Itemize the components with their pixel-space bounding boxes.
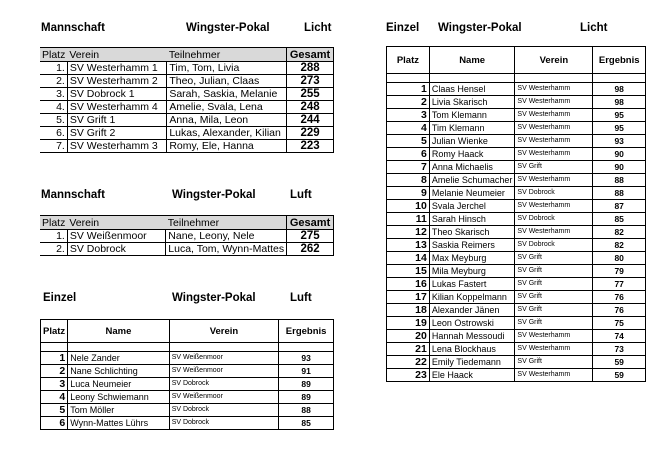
m2-header-row — [40, 216, 334, 230]
ergebnis-cell: 89 — [279, 391, 334, 404]
table-row — [41, 391, 334, 404]
m1-col-teilnehmer: Teilnehmer — [167, 48, 287, 62]
table-row — [387, 96, 646, 109]
platz-cell: 20 — [387, 330, 430, 343]
teilnehmer-cell: Lukas, Alexander, Kilian — [167, 127, 287, 140]
ergebnis-cell: 88 — [593, 187, 646, 200]
m2-col-platz: Platz — [42, 216, 66, 229]
table-row — [41, 404, 334, 417]
e2-body — [387, 74, 646, 382]
ergebnis-cell: 59 — [593, 356, 646, 369]
e2-competition: Wingster-Pokal — [438, 22, 522, 34]
e1-competition: Wingster-Pokal — [172, 292, 256, 304]
platz-cell: 12 — [387, 226, 430, 239]
ergebnis-cell: 98 — [593, 83, 646, 96]
platz-cell: 21 — [387, 343, 430, 356]
table-row — [41, 352, 334, 365]
table-row — [40, 243, 334, 256]
verein-cell: SV Grift — [515, 252, 593, 265]
platz-cell: 6. — [40, 127, 67, 140]
teilnehmer-cell: Luca, Tom, Wynn-Mattes — [166, 243, 287, 256]
platz-cell: 17 — [387, 291, 430, 304]
verein-cell: SV Dobrock — [169, 417, 279, 430]
verein-cell: SV Weißenmoor — [67, 230, 165, 243]
name-cell: Lukas Fastert — [429, 278, 515, 291]
verein-cell: SV Weißenmoor — [169, 352, 279, 365]
e1-header-row — [41, 320, 334, 343]
ergebnis-cell: 93 — [593, 135, 646, 148]
e2-table — [386, 46, 646, 382]
platz-cell: 4 — [41, 391, 68, 404]
ergebnis-cell: 90 — [593, 161, 646, 174]
verein-cell: SV Westerhamm — [515, 122, 593, 135]
ergebnis-cell: 87 — [593, 200, 646, 213]
table-row — [387, 213, 646, 226]
verein-cell: SV Westerhamm 4 — [67, 101, 167, 114]
ergebnis-cell: 98 — [593, 96, 646, 109]
spacer-cell — [593, 74, 646, 83]
verein-cell: SV Grift — [515, 291, 593, 304]
teilnehmer-cell: Nane, Leony, Nele — [166, 230, 287, 243]
platz-cell: 14 — [387, 252, 430, 265]
ergebnis-cell: 95 — [593, 122, 646, 135]
name-cell: Lena Blockhaus — [429, 343, 515, 356]
gesamt-cell: 262 — [287, 243, 334, 256]
table-row — [387, 369, 646, 382]
platz-cell: 6 — [41, 417, 68, 430]
table-row — [387, 278, 646, 291]
name-cell: Theo Skarisch — [429, 226, 515, 239]
spacer-cell — [169, 343, 279, 352]
verein-cell: SV Dobrock — [169, 378, 279, 391]
verein-cell: SV Westerhamm 1 — [67, 62, 167, 75]
m2-body — [40, 230, 334, 256]
platz-cell: 11 — [387, 213, 430, 226]
name-cell: Kilian Koppelmann — [429, 291, 515, 304]
m2-col-verein: Verein — [67, 216, 165, 230]
platz-cell: 1 — [41, 352, 68, 365]
gesamt-cell: 255 — [287, 88, 334, 101]
m2-title: Mannschaft — [41, 189, 105, 201]
gesamt-cell: 288 — [287, 62, 334, 75]
platz-cell: 9 — [387, 187, 430, 200]
m2-table — [40, 215, 334, 256]
table-row — [387, 148, 646, 161]
e1-title: Einzel — [43, 292, 77, 304]
ergebnis-cell: 85 — [593, 213, 646, 226]
verein-cell: SV Westerhamm — [515, 96, 593, 109]
ergebnis-cell: 82 — [593, 239, 646, 252]
name-cell: Max Meyburg — [429, 252, 515, 265]
name-cell: Nane Schlichting — [68, 365, 170, 378]
gesamt-cell: 244 — [287, 114, 334, 127]
table-row — [387, 122, 646, 135]
m1-competition: Wingster-Pokal — [186, 22, 270, 34]
verein-cell: SV Dobrock — [515, 239, 593, 252]
name-cell: Saskia Reimers — [429, 239, 515, 252]
verein-cell: SV Westerhamm — [515, 343, 593, 356]
platz-cell: 22 — [387, 356, 430, 369]
verein-cell: SV Grift — [515, 278, 593, 291]
spacer-cell — [279, 343, 334, 352]
verein-cell: SV Dobrock — [169, 404, 279, 417]
name-cell: Leony Schwiemann — [68, 391, 170, 404]
spacer-cell — [515, 74, 593, 83]
name-cell: Melanie Neumeier — [429, 187, 515, 200]
table-row — [387, 161, 646, 174]
e1-col-verein: Verein — [169, 320, 279, 343]
platz-cell: 2. — [40, 75, 67, 88]
m1-header-row — [40, 48, 334, 62]
name-cell: Ele Haack — [429, 369, 515, 382]
m2-competition: Wingster-Pokal — [172, 189, 256, 201]
verein-cell: SV Grift — [515, 161, 593, 174]
table-row — [387, 330, 646, 343]
platz-cell: 5. — [40, 114, 67, 127]
verein-cell: SV Westerhamm — [515, 135, 593, 148]
e1-table — [40, 319, 334, 430]
platz-cell: 1 — [387, 83, 430, 96]
spacer-cell — [68, 343, 170, 352]
table-row — [387, 291, 646, 304]
name-cell: Julian Wienke — [429, 135, 515, 148]
verein-cell: SV Westerhamm — [515, 200, 593, 213]
platz-cell: 10 — [387, 200, 430, 213]
platz-cell: 8 — [387, 174, 430, 187]
table-row — [387, 187, 646, 200]
e1-col-name: Name — [68, 320, 170, 343]
platz-cell: 4 — [387, 122, 430, 135]
name-cell: Nele Zander — [68, 352, 170, 365]
gesamt-cell: 229 — [287, 127, 334, 140]
ergebnis-cell: 76 — [593, 304, 646, 317]
m1-col-gesamt: Gesamt — [287, 48, 334, 62]
platz-cell: 1. — [40, 62, 67, 75]
gesamt-cell: 275 — [287, 230, 334, 243]
platz-cell: 3. — [40, 88, 67, 101]
platz-cell: 2 — [387, 96, 430, 109]
spacer-row — [41, 343, 334, 352]
name-cell: Svala Jerchel — [429, 200, 515, 213]
name-cell: Romy Haack — [429, 148, 515, 161]
verein-cell: SV Grift — [515, 304, 593, 317]
table-row — [387, 109, 646, 122]
spacer-cell — [41, 343, 68, 352]
e2-category: Licht — [580, 22, 608, 34]
spacer-cell — [429, 74, 515, 83]
name-cell: Tom Möller — [68, 404, 170, 417]
table-row — [40, 75, 334, 88]
verein-cell: SV Grift 1 — [67, 114, 167, 127]
ergebnis-cell: 93 — [279, 352, 334, 365]
e1-category: Luft — [290, 292, 312, 304]
name-cell: Sarah Hinsch — [429, 213, 515, 226]
platz-cell: 1. — [40, 230, 67, 243]
name-cell: Emily Tiedemann — [429, 356, 515, 369]
table-row — [387, 226, 646, 239]
e2-col-name: Name — [429, 47, 515, 74]
name-cell: Wynn-Mattes Lührs — [68, 417, 170, 430]
verein-cell: SV Westerhamm — [515, 83, 593, 96]
verein-cell: SV Grift 2 — [67, 127, 167, 140]
table-row — [40, 62, 334, 75]
e2-col-verein: Verein — [515, 47, 593, 74]
teilnehmer-cell: Tim, Tom, Livia — [167, 62, 287, 75]
ergebnis-cell: 91 — [279, 365, 334, 378]
ergebnis-cell: 75 — [593, 317, 646, 330]
e1-col-platz: Platz — [41, 320, 68, 343]
ergebnis-cell: 59 — [593, 369, 646, 382]
verein-cell: SV Westerhamm — [515, 174, 593, 187]
name-cell: Tom Klemann — [429, 109, 515, 122]
name-cell: Tim Klemann — [429, 122, 515, 135]
verein-cell: SV Weißenmoor — [169, 365, 279, 378]
table-row — [387, 252, 646, 265]
verein-cell: SV Westerhamm — [515, 148, 593, 161]
gesamt-cell: 248 — [287, 101, 334, 114]
platz-cell: 15 — [387, 265, 430, 278]
m1-category: Licht — [304, 22, 332, 34]
platz-cell: 3 — [387, 109, 430, 122]
platz-cell: 13 — [387, 239, 430, 252]
ergebnis-cell: 88 — [279, 404, 334, 417]
verein-cell: SV Westerhamm — [515, 109, 593, 122]
gesamt-cell: 273 — [287, 75, 334, 88]
verein-cell: SV Westerhamm — [515, 369, 593, 382]
verein-cell: SV Westerhamm — [515, 330, 593, 343]
name-cell: Mila Meyburg — [429, 265, 515, 278]
teilnehmer-cell: Sarah, Saskia, Melanie — [167, 88, 287, 101]
platz-cell: 2. — [40, 243, 67, 256]
ergebnis-cell: 76 — [593, 291, 646, 304]
teilnehmer-cell: Anna, Mila, Leon — [167, 114, 287, 127]
table-row — [387, 343, 646, 356]
table-row — [40, 114, 334, 127]
ergebnis-cell: 85 — [279, 417, 334, 430]
verein-cell: SV Dobrock — [515, 187, 593, 200]
ergebnis-cell: 79 — [593, 265, 646, 278]
ergebnis-cell: 77 — [593, 278, 646, 291]
platz-cell: 5 — [41, 404, 68, 417]
ergebnis-cell: 82 — [593, 226, 646, 239]
table-row — [40, 230, 334, 243]
table-row — [40, 140, 334, 153]
spacer-row — [387, 74, 646, 83]
m1-title: Mannschaft — [41, 22, 105, 34]
table-row — [40, 127, 334, 140]
name-cell: Claas Hensel — [429, 83, 515, 96]
verein-cell: SV Grift — [515, 265, 593, 278]
verein-cell: SV Grift — [515, 317, 593, 330]
verein-cell: SV Dobrock — [515, 213, 593, 226]
table-row — [41, 365, 334, 378]
platz-cell: 5 — [387, 135, 430, 148]
teilnehmer-cell: Amelie, Svala, Lena — [167, 101, 287, 114]
m2-col-gesamt: Gesamt — [287, 216, 334, 230]
platz-cell: 3 — [41, 378, 68, 391]
e2-col-platz: Platz — [387, 47, 430, 74]
table-row — [387, 304, 646, 317]
ergebnis-cell: 95 — [593, 109, 646, 122]
table-row — [387, 135, 646, 148]
table-row — [41, 417, 334, 430]
name-cell: Luca Neumeier — [68, 378, 170, 391]
name-cell: Alexander Jänen — [429, 304, 515, 317]
verein-cell: SV Westerhamm 2 — [67, 75, 167, 88]
name-cell: Hannah Messoudi — [429, 330, 515, 343]
name-cell: Livia Skarisch — [429, 96, 515, 109]
m2-col-teilnehmer: Teilnehmer — [166, 216, 287, 230]
name-cell: Leon Ostrowski — [429, 317, 515, 330]
platz-cell: 19 — [387, 317, 430, 330]
platz-cell: 2 — [41, 365, 68, 378]
verein-cell: SV Grift — [515, 356, 593, 369]
m1-col-platz: Platz — [42, 48, 66, 61]
e2-col-ergebnis: Ergebnis — [593, 47, 646, 74]
ergebnis-cell: 74 — [593, 330, 646, 343]
platz-cell: 18 — [387, 304, 430, 317]
platz-cell: 7 — [387, 161, 430, 174]
verein-cell: SV Dobrock 1 — [67, 88, 167, 101]
table-row — [387, 83, 646, 96]
table-row — [40, 88, 334, 101]
ergebnis-cell: 89 — [279, 378, 334, 391]
m1-table — [40, 47, 334, 153]
e2-header-row — [387, 47, 646, 74]
table-row — [387, 174, 646, 187]
ergebnis-cell: 80 — [593, 252, 646, 265]
ergebnis-cell: 73 — [593, 343, 646, 356]
table-row — [387, 317, 646, 330]
ergebnis-cell: 88 — [593, 174, 646, 187]
teilnehmer-cell: Romy, Ele, Hanna — [167, 140, 287, 153]
verein-cell: SV Westerhamm — [515, 226, 593, 239]
e1-body — [41, 343, 334, 430]
gesamt-cell: 223 — [287, 140, 334, 153]
name-cell: Amelie Schumacher — [429, 174, 515, 187]
verein-cell: SV Westerhamm 3 — [67, 140, 167, 153]
e2-title: Einzel — [386, 22, 420, 34]
teilnehmer-cell: Theo, Julian, Claas — [167, 75, 287, 88]
m1-col-verein: Verein — [67, 48, 167, 62]
platz-cell: 7. — [40, 140, 67, 153]
spacer-cell — [387, 74, 430, 83]
name-cell: Anna Michaelis — [429, 161, 515, 174]
e1-col-ergebnis: Ergebnis — [279, 320, 334, 343]
ergebnis-cell: 90 — [593, 148, 646, 161]
m1-body — [40, 62, 334, 153]
verein-cell: SV Dobrock — [67, 243, 165, 256]
platz-cell: 16 — [387, 278, 430, 291]
verein-cell: SV Weißenmoor — [169, 391, 279, 404]
m2-category: Luft — [290, 189, 312, 201]
platz-cell: 6 — [387, 148, 430, 161]
table-row — [387, 265, 646, 278]
platz-cell: 4. — [40, 101, 67, 114]
table-row — [387, 239, 646, 252]
table-row — [40, 101, 334, 114]
table-row — [387, 200, 646, 213]
table-row — [41, 378, 334, 391]
platz-cell: 23 — [387, 369, 430, 382]
table-row — [387, 356, 646, 369]
